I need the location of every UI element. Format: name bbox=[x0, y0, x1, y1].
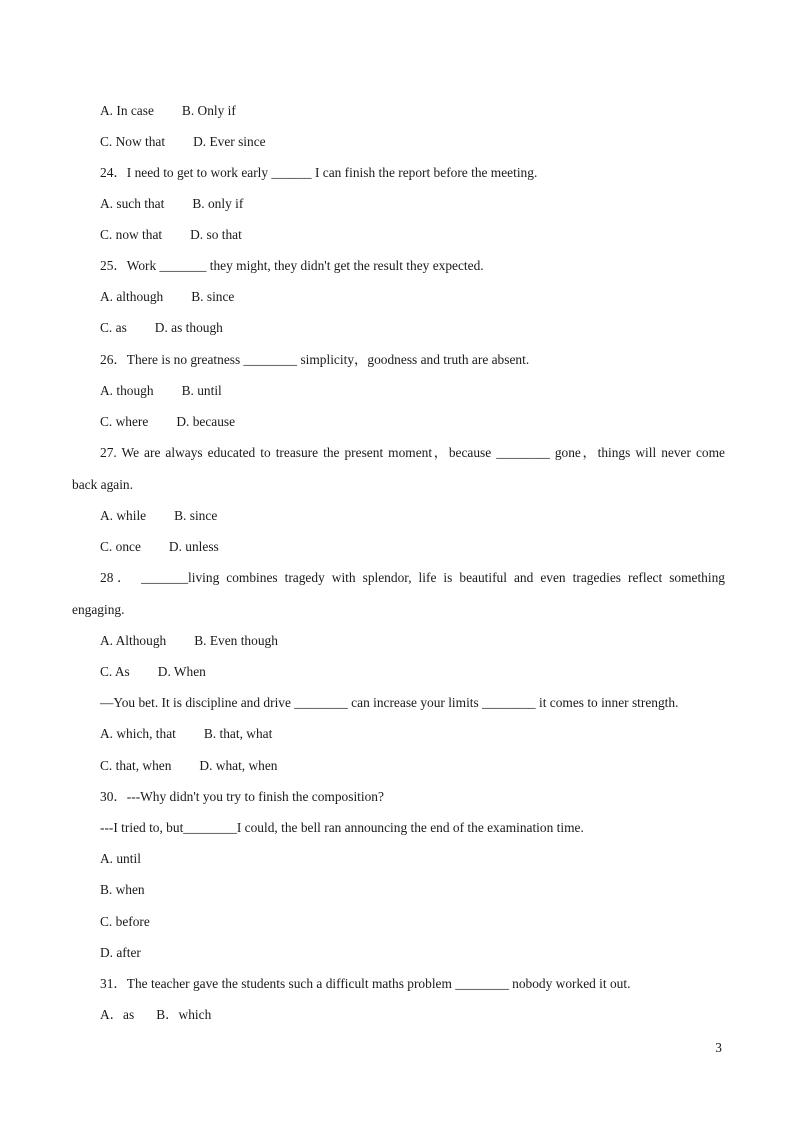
q30-option-d: D. after bbox=[100, 945, 141, 960]
q30-option-a: A. until bbox=[100, 851, 141, 866]
q30-question: 30．---Why didn't you try to finish the composition? bbox=[100, 789, 384, 804]
q23-options-ab: A. In case B. Only if bbox=[100, 103, 236, 118]
page-number: 3 bbox=[715, 1040, 722, 1055]
q31-question: 31．The teacher gave the students such a difficult maths problem ________ nobody worked it out. bbox=[100, 976, 631, 991]
q27-question-line2: back again. bbox=[72, 477, 133, 492]
q24-options-ab: A. such that B. only if bbox=[100, 196, 244, 211]
q27-options-cd: C. once D. unless bbox=[100, 539, 219, 554]
q30-option-b: B. when bbox=[100, 882, 145, 897]
q25-options-cd: C. as D. as though bbox=[100, 320, 223, 335]
q24-options-cd: C. now that D. so that bbox=[100, 227, 242, 242]
q29-question: —You bet. It is discipline and drive ________ can increase your limits ________ it comes to inner strength. bbox=[100, 695, 679, 710]
q29-options-ab: A. which, that B. that, what bbox=[100, 726, 273, 741]
q30-option-c: C. before bbox=[100, 914, 150, 929]
q25-options-ab: A. although B. since bbox=[100, 289, 235, 304]
q26-options-ab: A. though B. until bbox=[100, 383, 222, 398]
q24-question: 24．I need to get to work early ______ I can finish the report before the meeting. bbox=[100, 165, 538, 180]
q29-options-cd: C. that, when D. what, when bbox=[100, 758, 278, 773]
q31-options-ab: A．as B．which bbox=[100, 1007, 212, 1022]
q26-options-cd: C. where D. because bbox=[100, 414, 236, 429]
q25-question: 25．Work _______ they might, they didn't get the result they expected. bbox=[100, 258, 484, 273]
q28-options-cd: C. As D. When bbox=[100, 664, 206, 679]
q26-question: 26．There is no greatness ________ simplicity，goodness and truth are absent. bbox=[100, 352, 530, 367]
q28-question-line2: engaging. bbox=[72, 602, 125, 617]
q27-options-ab: A. while B. since bbox=[100, 508, 218, 523]
q28-options-ab: A. Although B. Even though bbox=[100, 633, 278, 648]
q30-reply: ---I tried to, but________I could, the bell ran announcing the end of the examination time. bbox=[100, 820, 584, 835]
q27-question-line1: 27. We are always educated to treasure the present moment，because ________ gone，things will never come bbox=[100, 445, 725, 460]
q28-question-line1: 28． _______living combines tragedy with splendor, life is beautiful and even tragedies reflect something bbox=[100, 570, 725, 585]
q23-options-cd: C. Now that D. Ever since bbox=[100, 134, 266, 149]
